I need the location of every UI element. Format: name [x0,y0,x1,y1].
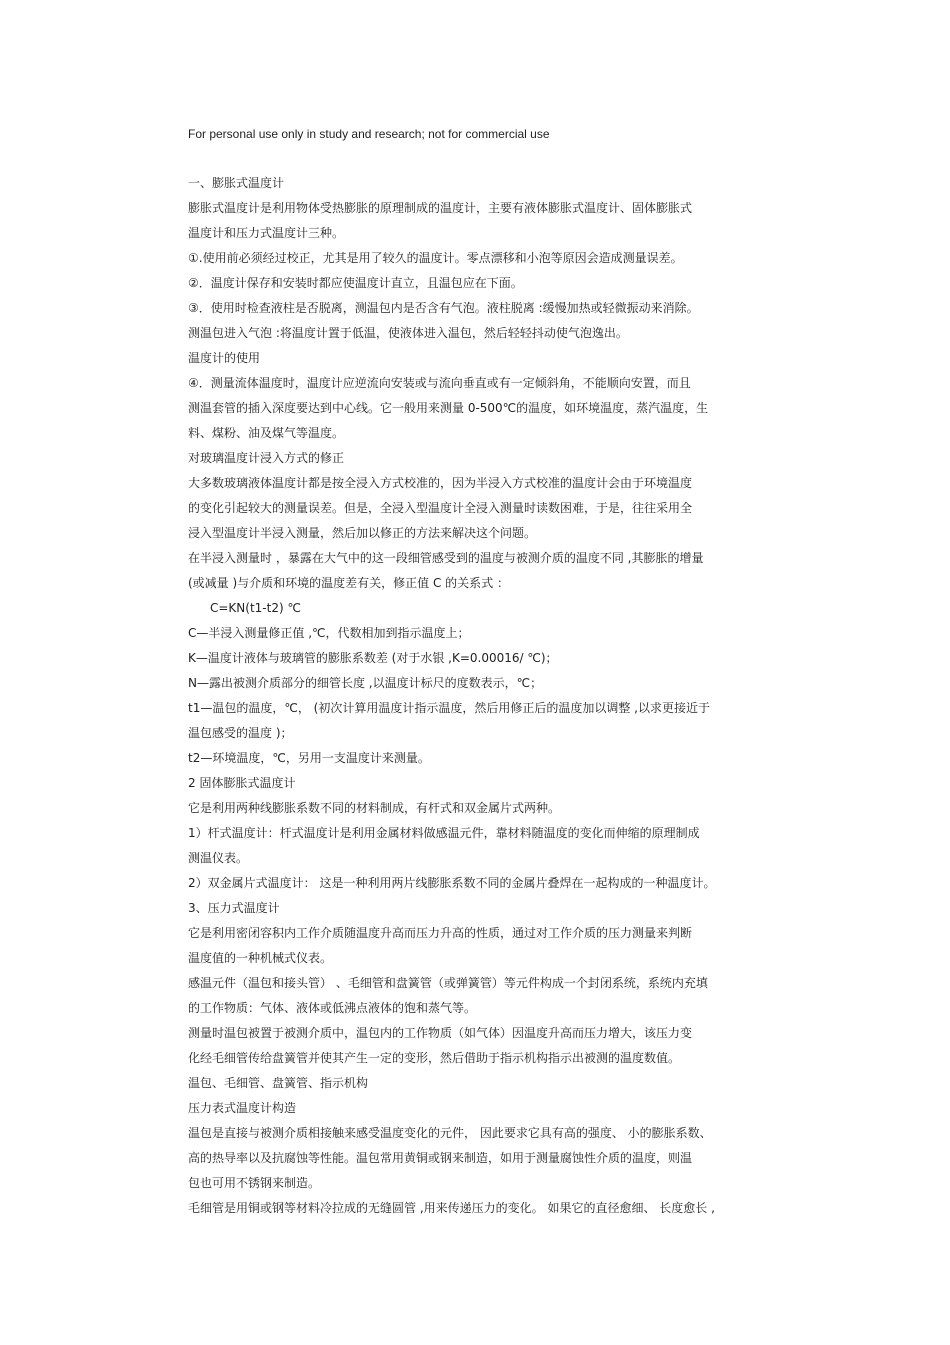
formula: C=KN(t1-t2) ℃ [210,601,301,615]
paragraph-line: 包也可用不锈钢来制造。 [188,1176,321,1190]
section-heading: 对玻璃温度计浸入方式的修正 [188,451,345,465]
paragraph-line: 温包、毛细管、盘簧管、指示机构 [188,1076,369,1090]
section-heading: 温度计的使用 [188,351,261,365]
definition-line: N—露出被测介质部分的细管长度 ,以温度计标尺的度数表示，℃； [188,676,543,690]
paragraph-line: 在半浸入测量时 ，暴露在大气中的这一段细管感受到的温度与被测介质的温度不同 ,其膨胀的增量 [188,551,704,565]
paragraph-line: 温度值的一种机械式仪表。 [188,951,333,965]
paragraph-line: 感温元件（温包和接头管） 、毛细管和盘簧管（或弹簧管）等元件构成一个封闭系统，系统内充填 [188,976,708,990]
definition-line: t1—温包的温度，℃， (初次计算用温度计指示温度，然后用修正后的温度加以调整 ,以求更接近于 [188,701,710,715]
list-item: ③．使用时检查液柱是否脱离，测温包内是否含有气泡。液柱脱离 :缓慢加热或轻微振动来消除。 [188,301,699,315]
paragraph-line: 的变化引起较大的测量误差。但是，全浸入型温度计全浸入测量时读数困难，于是，往往采用全 [188,501,693,515]
paragraph-line: 温度计和压力式温度计三种。 [188,226,345,240]
paragraph-line: 它是利用两种线膨胀系数不同的材料制成，有杆式和双金属片式两种。 [188,801,561,815]
list-item: 1）杆式温度计：杆式温度计是利用金属材料做感温元件，靠材料随温度的变化而伸缩的原理制成 [188,826,700,840]
section-heading: 一、膨胀式温度计 [188,176,285,190]
spacer [188,147,808,171]
list-item: ④．测量流体温度时，温度计应逆流向安装或与流向垂直或有一定倾斜角，不能顺向安置，而且 [188,376,691,390]
paragraph-line: 测温仪表。 [188,851,249,865]
header-notice: For personal use only in study and research; not for commercial use [188,127,550,141]
paragraph-line: 料、煤粉、油及煤气等温度。 [188,426,345,440]
paragraph-line: (或减量 )与介质和环境的温度差有关，修正值 C 的关系式 ： [188,576,510,590]
paragraph-line: 测温套管的插入深度要达到中心线。它一般用来测量 0-500℃的温度，如环境温度，蒸汽温度，生 [188,401,709,415]
paragraph-line: 浸入型温度计半浸入测量，然后加以修正的方法来解决这个问题。 [188,526,537,540]
definition-line: 温包感受的温度 )； [188,726,293,740]
list-item: ②．温度计保存和安装时都应使温度计直立，且温包应在下面。 [188,276,523,290]
paragraph-line: 毛细管是用铜或钢等材料冷拉成的无缝圆管 ,用来传递压力的变化。 如果它的直径愈细、 长度愈长 , [188,1201,715,1215]
paragraph-line: 膨胀式温度计是利用物体受热膨胀的原理制成的温度计，主要有液体膨胀式温度计、固体膨胀式 [188,201,693,215]
document-page [188,122,808,1221]
list-item: ①.使用前必须经过校正，尤其是用了较久的温度计。零点漂移和小泡等原因会造成测量误差。 [188,251,683,265]
paragraph-line: 大多数玻璃液体温度计都是按全浸入方式校准的，因为半浸入方式校准的温度计会由于环境温度 [188,476,693,490]
section-heading: 压力表式温度计构造 [188,1101,297,1115]
list-item: 2）双金属片式温度计： 这是一种利用两片线膨胀系数不同的金属片叠焊在一起构成的一种温度计。 [188,876,716,890]
document-body [188,171,808,1221]
paragraph-line: 温包是直接与被测介质相接触来感受温度变化的元件， 因此要求它具有高的强度、 小的膨胀系数、 [188,1126,712,1140]
paragraph-line: 的工作物质：气体、液体或低沸点液体的饱和蒸气等。 [188,1001,477,1015]
paragraph-line: 它是利用密闭容积内工作介质随温度升高而压力升高的性质，通过对工作介质的压力测量来判断 [188,926,693,940]
paragraph-line: 测量时温包被置于被测介质中，温包内的工作物质（如气体）因温度升高而压力增大，该压力变 [188,1026,693,1040]
definition-line: t2—环境温度，℃，另用一支温度计来测量。 [188,751,430,765]
section-heading: 3、压力式温度计 [188,901,280,915]
paragraph-line: 测温包进入气泡 :将温度计置于低温，使液体进入温包，然后轻轻抖动使气泡逸出。 [188,326,628,340]
paragraph-line: 化经毛细管传给盘簧管并使其产生一定的变形，然后借助于指示机构指示出被测的温度数值。 [188,1051,681,1065]
definition-line: C—半浸入测量修正值 ,℃，代数相加到指示温度上； [188,626,470,640]
paragraph-line: 高的热导率以及抗腐蚀等性能。温包常用黄铜或钢来制造，如用于测量腐蚀性介质的温度，则温 [188,1151,693,1165]
definition-line: K—温度计液体与玻璃管的膨胀系数差 (对于水银 ,K=0.00016/ ℃)； [188,651,558,665]
section-heading: 2 固体膨胀式温度计 [188,776,296,790]
